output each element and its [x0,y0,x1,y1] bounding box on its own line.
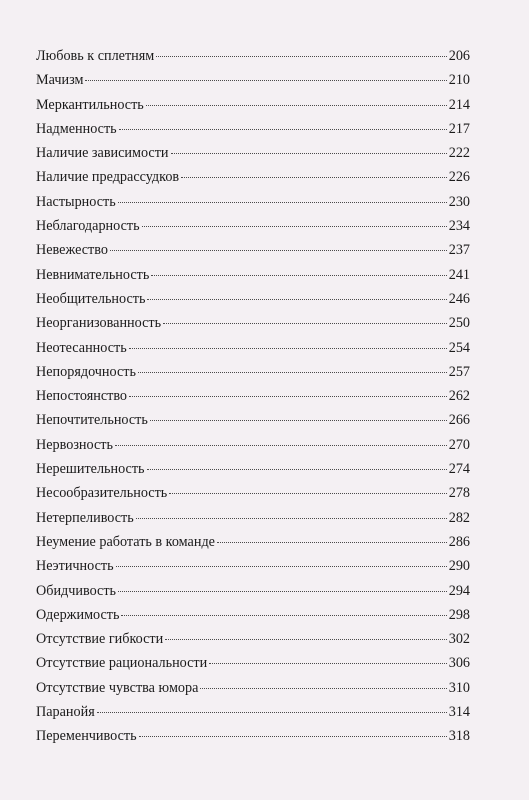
dot-leader [116,565,447,567]
toc-entry [36,165,470,189]
toc-entry-page-number: 246 [448,290,470,307]
toc-entry [36,481,470,505]
dot-leader [200,687,446,689]
dot-leader [163,322,447,324]
toc-entry-page-number: 257 [448,363,470,380]
toc-entry-page-number: 270 [448,436,470,453]
toc-entry-page-number: 214 [448,96,470,113]
toc-entry [36,44,470,68]
dot-leader [156,55,446,57]
toc-entry-page-number: 206 [448,48,470,64]
toc-entry-title: Неэтичность [36,558,114,575]
toc-entry-page-number: 237 [448,242,470,259]
toc-entry [36,238,470,262]
toc-entry [36,263,470,287]
toc-entry [36,360,470,384]
table-of-contents [36,44,470,749]
toc-entry-title: Непорядочность [36,363,136,380]
toc-entry-title: Непочтительность [36,412,148,429]
toc-entry-title: Невнимательность [36,266,150,283]
toc-entry [36,700,470,724]
toc-entry-page-number: 274 [448,461,470,478]
toc-entry [36,554,470,578]
toc-entry-page-number: 294 [448,582,470,599]
dot-leader [217,541,447,543]
toc-entry-title: Отсутствие гибкости [36,631,164,648]
toc-entry-page-number: 278 [448,485,470,502]
dot-leader [142,225,447,227]
dot-leader [146,104,447,106]
dot-leader [119,128,447,130]
toc-entry [36,627,470,651]
dot-leader [139,735,447,737]
dot-leader [129,395,447,397]
toc-entry [36,457,470,481]
toc-entry-page-number: 222 [448,145,470,162]
toc-entry-page-number: 302 [448,631,470,648]
toc-entry [36,408,470,432]
toc-entry-title: Неумение работать в команде [36,533,215,550]
toc-entry-page-number: 286 [448,533,470,550]
toc-entry-title: Настырность [36,193,116,210]
toc-entry-page-number: 217 [448,120,470,137]
toc-entry-title: Невежество [36,242,108,259]
toc-entry-page-number: 250 [448,315,470,332]
toc-entry [36,579,470,603]
toc-entry [36,530,470,554]
dot-leader [136,517,447,519]
dot-leader [118,201,447,203]
dot-leader [138,371,447,373]
toc-entry [36,651,470,675]
toc-entry-page-number: 210 [448,72,470,89]
toc-entry-title: Любовь к сплетням [36,48,155,64]
toc-entry [36,117,470,141]
dot-leader [147,468,447,470]
toc-entry-page-number: 282 [448,509,470,526]
toc-entry [36,93,470,117]
toc-entry-title: Мачизм [36,72,84,89]
dot-leader [118,590,447,592]
toc-entry-title: Наличие предрассудков [36,169,180,186]
dot-leader [85,79,446,81]
toc-entry [36,311,470,335]
toc-entry-page-number: 306 [448,655,470,672]
dot-leader [169,492,446,494]
toc-entry [36,68,470,92]
toc-entry [36,214,470,238]
toc-entry-title: Нерешительность [36,461,145,478]
toc-entry-title: Неорганизованность [36,315,162,332]
toc-entry-title: Обидчивость [36,582,117,599]
toc-entry-title: Надменность [36,120,117,137]
toc-entry [36,603,470,627]
toc-entry-title: Неблагодарность [36,218,140,235]
toc-entry [36,287,470,311]
toc-entry-title: Нетерпеливость [36,509,134,526]
toc-entry [36,384,470,408]
dot-leader [110,249,447,251]
toc-entry-page-number: 230 [448,193,470,210]
dot-leader [97,711,447,713]
toc-entry-title: Отсутствие чувства юмора [36,679,199,696]
toc-entry-title: Паранойя [36,704,95,721]
dot-leader [171,152,447,154]
dot-leader [150,419,447,421]
toc-entry [36,676,470,700]
toc-entry [36,506,470,530]
toc-entry-page-number: 234 [448,218,470,235]
toc-entry-page-number: 318 [448,728,470,745]
dot-leader [209,662,447,664]
dot-leader [165,638,447,640]
dot-leader [121,614,446,616]
dot-leader [115,444,447,446]
toc-entry-title: Переменчивость [36,728,137,745]
toc-entry [36,190,470,214]
toc-entry-page-number: 262 [448,388,470,405]
toc-entry-page-number: 310 [448,679,470,696]
toc-entry-title: Нервозность [36,436,113,453]
toc-entry-title: Наличие зависимости [36,145,169,162]
dot-leader [181,176,447,178]
toc-entry-page-number: 298 [448,606,470,623]
toc-entry-page-number: 226 [448,169,470,186]
toc-entry-page-number: 254 [448,339,470,356]
toc-entry [36,724,470,748]
toc-entry [36,336,470,360]
toc-entry-title: Меркантильность [36,96,144,113]
toc-entry-title: Одержимость [36,606,120,623]
toc-entry [36,433,470,457]
dot-leader [147,298,446,300]
toc-entry-title: Необщительность [36,290,146,307]
toc-entry-title: Непостоянство [36,388,128,405]
toc-entry-page-number: 314 [448,704,470,721]
toc-entry [36,141,470,165]
toc-entry-title: Несообразительность [36,485,168,502]
toc-entry-page-number: 290 [448,558,470,575]
toc-entry-title: Отсутствие рациональности [36,655,208,672]
dot-leader [151,274,446,276]
toc-entry-page-number: 241 [448,266,470,283]
toc-entry-title: Неотесанность [36,339,127,356]
toc-entry-page-number: 266 [448,412,470,429]
dot-leader [129,347,447,349]
